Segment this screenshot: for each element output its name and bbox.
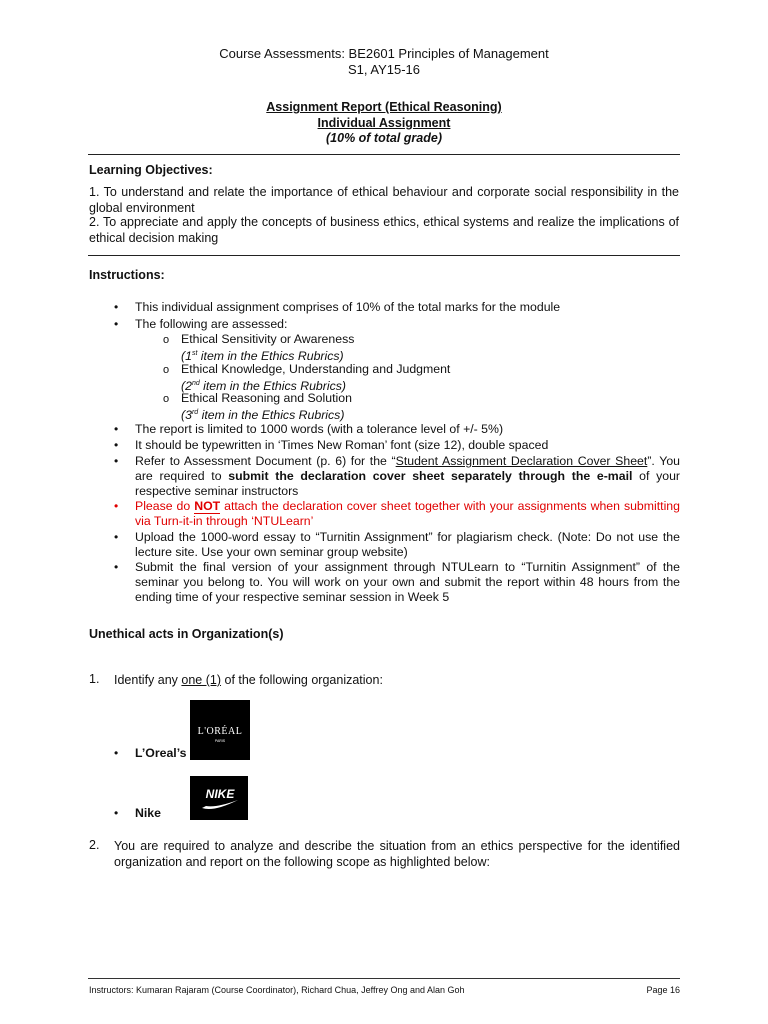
instruction-warning: Please do NOT attach the declaration cover sheet together with your assignments when submitting via Turn-it-in through ‘NTULearn’ xyxy=(135,499,680,528)
assessed-item-note: (2nd item in the Ethics Rubrics) xyxy=(181,379,346,394)
instruction-item: This individual assignment comprises of 10% of the total marks for the module xyxy=(135,300,561,314)
svg-text:NIKE: NIKE xyxy=(205,787,235,801)
bullet-icon: • xyxy=(114,499,119,513)
org-loreal: L’Oreal’s xyxy=(135,746,187,760)
objective-1: 1. To understand and relate the importance of ethical behaviour and corporate social responsibility in the global environment xyxy=(89,185,679,215)
bullet-icon: • xyxy=(114,806,119,820)
sub-bullet-icon: o xyxy=(163,334,170,346)
grade-weight: (10% of total grade) xyxy=(326,131,442,145)
sub-bullet-icon: o xyxy=(163,393,170,405)
objective-2: 2. To appreciate and apply the concepts of business ethics, ethical systems and realize the implications of ethical decision making xyxy=(89,215,679,245)
instruction-item: Refer to Assessment Document (p. 6) for the “Student Assignment Declaration Cover Sheet”. You are required to submit the declaration cover sheet separately through the e-mail of your respective seminar instructors xyxy=(135,454,680,498)
sub-bullet-icon: o xyxy=(163,364,170,376)
assessed-item: Ethical Reasoning and Solution xyxy=(181,391,352,405)
bullet-icon: • xyxy=(114,560,119,574)
bullet-icon: • xyxy=(114,422,119,436)
bullet-icon: • xyxy=(114,454,119,468)
instruction-item: Upload the 1000-word essay to “Turnitin Assignment” for plagiarism check. (Note: Do not use the lecture site. Use your own seminar group website) xyxy=(135,530,680,559)
question-2: You are required to analyze and describe the situation from an ethics perspective for the identified organization and report on the following scope as highlighted below: xyxy=(114,839,680,869)
divider xyxy=(88,255,680,256)
report-title: Assignment Report (Ethical Reasoning) xyxy=(266,100,502,114)
bullet-icon: • xyxy=(114,438,119,452)
instructions-heading: Instructions: xyxy=(89,268,165,282)
not-emphasis: NOT xyxy=(194,499,221,513)
bullet-icon: • xyxy=(114,300,119,314)
question-number: 1. xyxy=(89,672,100,686)
page-number: Page 16 xyxy=(646,985,680,995)
svg-text:PARIS: PARIS xyxy=(214,739,226,743)
instruction-item: The following are assessed: xyxy=(135,317,288,331)
assessed-item-note: (3rd item in the Ethics Rubrics) xyxy=(181,408,345,423)
assessed-item-note: (1st item in the Ethics Rubrics) xyxy=(181,349,344,364)
svg-text:L'ORÉAL: L'ORÉAL xyxy=(197,726,243,737)
course-header: Course Assessments: BE2601 Principles of Management xyxy=(219,46,549,61)
instruction-item: Submit the final version of your assignment through NTULearn to “Turnitin Assignment” of the seminar you belong to. You will work on your own and submit the report within 48 hours from the ending time of your respective seminar session in Week 5 xyxy=(135,560,680,604)
instruction-item: The report is limited to 1000 words (with a tolerance level of +/- 5%) xyxy=(135,422,504,436)
bullet-icon: • xyxy=(114,317,119,331)
report-subtitle: Individual Assignment xyxy=(317,116,451,130)
semester-header: S1, AY15-16 xyxy=(347,62,421,77)
bullet-icon: • xyxy=(114,530,119,544)
learning-objectives-heading: Learning Objectives: xyxy=(89,163,213,177)
assessed-item: Ethical Knowledge, Understanding and Judgment xyxy=(181,362,451,376)
assessed-item: Ethical Sensitivity or Awareness xyxy=(181,332,355,346)
footer-divider xyxy=(88,978,680,979)
cover-sheet-link: Student Assignment Declaration Cover Sheet xyxy=(395,454,648,468)
instruction-item: It should be typewritten in ‘Times New Roman’ font (size 12), double spaced xyxy=(135,438,549,452)
bullet-icon: • xyxy=(114,746,119,760)
org-nike: Nike xyxy=(135,806,161,820)
unethical-acts-heading: Unethical acts in Organization(s) xyxy=(89,627,284,641)
question-number: 2. xyxy=(89,838,100,852)
question-1: Identify any one (1) of the following organization: xyxy=(114,673,383,687)
footer-instructors: Instructors: Kumaran Rajaram (Course Coordinator), Richard Chua, Jeffrey Ong and Alan Goh xyxy=(89,985,465,995)
divider xyxy=(88,154,680,155)
